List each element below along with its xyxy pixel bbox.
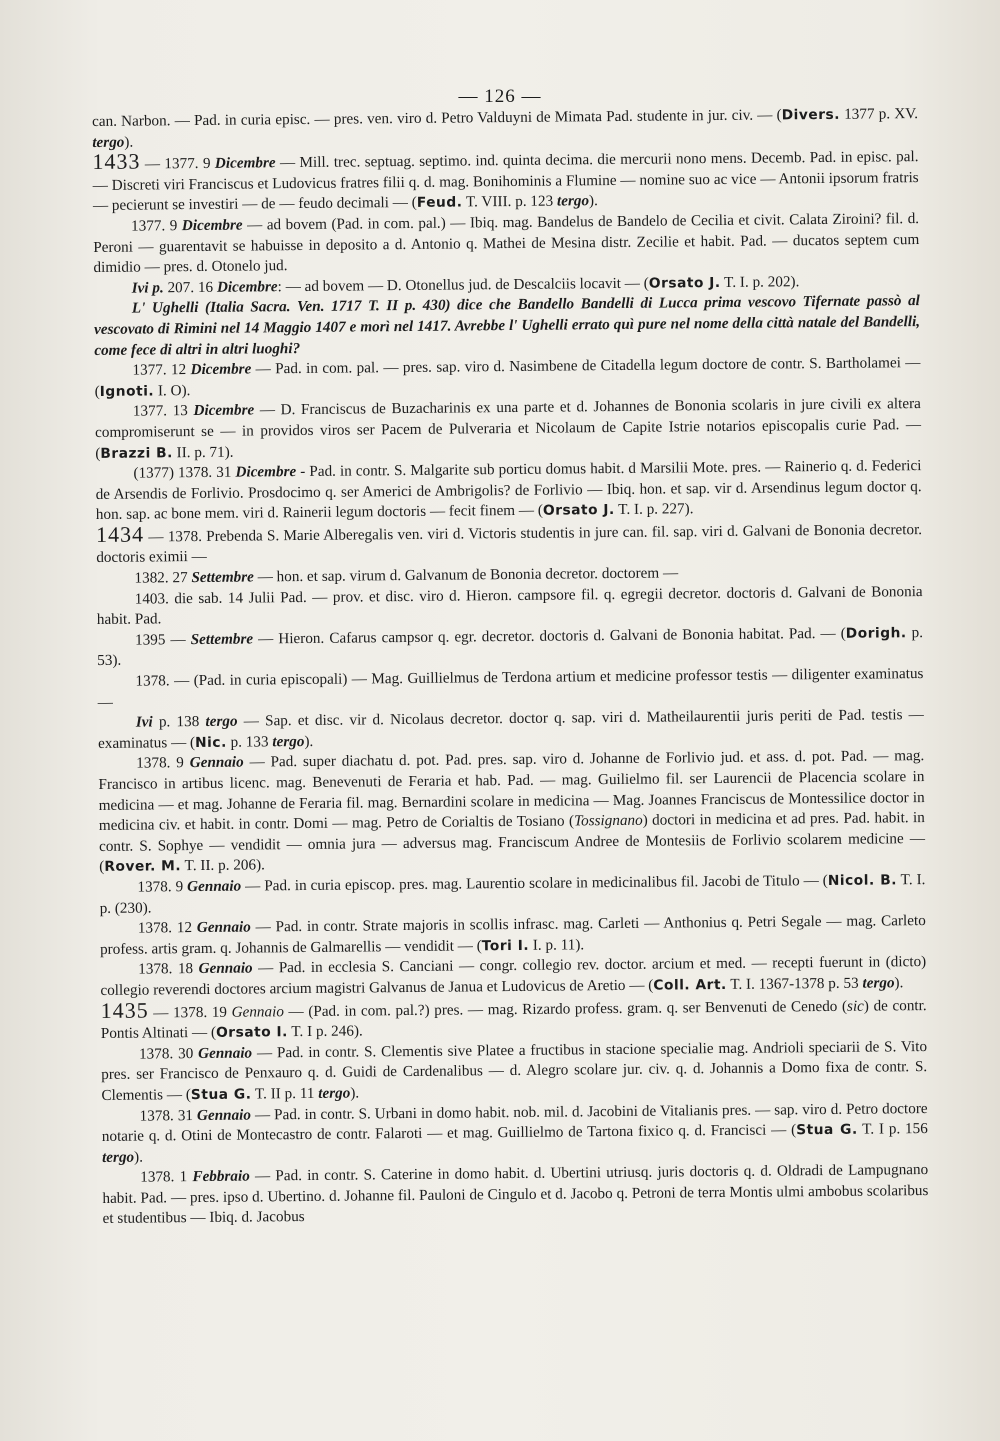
italic-run: tergo bbox=[862, 974, 895, 992]
text-run: I. p. 11). bbox=[528, 936, 585, 954]
text-run: — (Pad. in com. pal.?) pres. — mag. Rizardo profess. gram. q. ser Benvenuti de Cenedo ( bbox=[283, 997, 848, 1020]
text-run: — Pad. in contr. Strate majoris in scollis infrasc. mag. Carleti — Anthonius q. Petri Segale — mag. Carleto profess. artis gram. q. Johannis de Galmarellis — vendidit — ( bbox=[99, 912, 926, 958]
italic-run: tergo bbox=[272, 732, 305, 751]
text-run: — ad bovem (Pad. in com. pal.) — Ibiq. mag. Bandelus de Bandelo de Cecilia et civit. Calata Ziroini? fil. d. Peroni — guarentavit se habuisse in deposito a d. Antonio q. Mathei de Mesina distr. Zecilie et habit. Pad. — ducatos septem cum dimidio — pres. d. Otonelo jud. bbox=[93, 210, 920, 277]
text-run: 1382. 27 bbox=[134, 569, 192, 587]
text-run: 1378. — (Pad. in curia episcopali) — Mag. Guillielmus de Terdona artium et medicine professor testis — diligenter examinatus — bbox=[97, 665, 924, 711]
citation-source: Orsato J. bbox=[542, 502, 615, 519]
paragraph bbox=[94, 291, 921, 361]
entry-number: 1434 bbox=[95, 521, 145, 547]
text-run: ). bbox=[134, 1148, 144, 1166]
paragraph bbox=[101, 1037, 928, 1107]
text-run: 1378. 30 bbox=[138, 1044, 199, 1063]
text-run: 1395 — bbox=[134, 630, 191, 649]
text-run: T. VIII. p. 123 bbox=[462, 192, 558, 211]
italic-run: tergo bbox=[318, 1084, 351, 1102]
paragraph bbox=[102, 1099, 929, 1169]
text-run: 1378. 9 bbox=[137, 878, 188, 896]
citation-source: Coll. Art. bbox=[653, 976, 727, 994]
citation-source: Nicol. B. bbox=[827, 872, 898, 889]
italic-run: Settembre bbox=[191, 568, 254, 587]
text-run: — Pad. in contr. S. Caterine in domo habit. d. Ubertini utriusq. juris doctoris q. d. Oldradi de Lampugnano habit. Pad. — pres. ipso d. Ubertino. d. Johanne fil. Pauloni de Cingulo et d. Jacobo q. Petroni de terra Montis ulmi ambobus scolaribus et studentibus — Ibiq. d. Jacobus bbox=[102, 1161, 929, 1228]
citation-source: Feud. bbox=[416, 194, 463, 212]
text-run: 1378. 1 bbox=[140, 1168, 193, 1186]
text-run: 1403. die sab. 14 Julii Pad. — prov. et disc. viro d. Hieron. campsore fil. q. egregii decretor. doctoris d. Galvani de Bononia habit. Pad. bbox=[96, 582, 923, 629]
text-run: — Pad. in contr. S. Urbani in domo habit. nob. mil. d. Jacobini de Vitalianis pres. — sap. viro d. Petro doctore notarie q. d. Otini de Montecastro de contr. Falaroti — et mag. Guillielmo de Tartona fixico q. d. Francisci — ( bbox=[101, 1099, 928, 1146]
citation-source: Rover. M. bbox=[104, 858, 182, 876]
text-run: — D. Franciscus de Buzacharinis ex una parte et d. Johannes de Bononia scolaris in jure civili ex altera compromiserunt se — in providos viros ser Pacem de Pulveraria et Nicolaum de Capite Istrie notarios episcopalis curie Pad. — ( bbox=[94, 395, 922, 462]
text-run: — Pad. in contr. S. Clementis sive Platee a fructibus in stacione specialie mag. Andrioli speciarii de S. Vito pres. ser Francisco de Penxauro q. d. Guidi de Cardenalibus — d. Alegro scolare jur. civ. q. d. Johannis a Domo fixa de contr. S. Clementis — ( bbox=[101, 1037, 928, 1104]
text-run: — 1377. 9 bbox=[140, 155, 215, 173]
citation-source: Stua G. bbox=[796, 1121, 858, 1139]
italic-run: Gennaio bbox=[196, 1106, 252, 1124]
text-run: — 1378. Prebenda S. Marie Alberegalis ven. viri d. Victoris studentis in jure can. fil. sap. viri d. Galvani de Bononia decretor. doctoris eximii — bbox=[96, 520, 923, 567]
italic-run: Dicembre bbox=[190, 360, 252, 379]
italic-run: Ivi bbox=[135, 713, 153, 731]
text-run: 1378. 18 bbox=[138, 960, 199, 978]
italic-run: sic bbox=[846, 997, 864, 1015]
text-run: — Sap. et disc. vir d. Nicolaus decretor. doctor q. sap. viri d. Matheilaurentii juris periti de Pad. testis — examinatus — ( bbox=[97, 706, 924, 752]
italic-run: L' Ughelli (Italia Sacra. Ven. 1717 T. II p. 430) dice che Bandello Bandelli di Lucca prima vescovo Tifernate passò al vescovato di Rimini nel 14 Maggio 1407 e morì nel 1417. Avrebbe l' Ughelli errato quì pure nel nome della città natale del Bandelli, come fece di altri in altri luoghi? bbox=[94, 292, 921, 359]
text-run: — Pad. super diachatu d. pot. Pad. pres. sap. viro d. Johanne de Forlivio jud. et ass. d. pot. Pad. — mag. Francisco in artibus licenc. mag. Benevenuti de Feraria et hab. Pad. — mag. Guilielmo fil. ser Laurencii de Placencia scolare in medicina — et mag. Johanne de Feraria fil. mag. Bernardini scolare in medicina — Mag. Joannes Franciscus de Montessilice doctor in medicina civ. et habit. in contr. Domi — mag. Petro de Corialtis de Tosiano ( bbox=[98, 747, 925, 835]
paragraph bbox=[95, 394, 922, 464]
italic-run: tergo bbox=[101, 1148, 135, 1166]
italic-run: p. bbox=[152, 279, 164, 297]
citation-source: Nic. bbox=[194, 734, 227, 751]
citation-source: Orsato I. bbox=[215, 1024, 288, 1041]
italic-run: tergo bbox=[556, 192, 590, 210]
text-run: — Pad. in ecclesia S. Canciani — congr. collegio rev. doctor. arcium et med. — recepti fuerunt in (dicto) collegio reverendi doctores arcium magistri Galvanus de Janua et Ludovicus de Aretio — ( bbox=[100, 953, 927, 999]
italic-run: tergo bbox=[205, 712, 238, 731]
text-run: T. I. p. 227). bbox=[614, 500, 694, 519]
italic-run: Ivi bbox=[131, 279, 149, 297]
italic-run: Dicembre bbox=[193, 401, 255, 420]
text-run: T. I p. 246). bbox=[287, 1022, 363, 1041]
text-run: T. I. p. (230). bbox=[99, 871, 926, 917]
paragraph bbox=[102, 1160, 929, 1230]
citation-source: Divers. bbox=[781, 106, 841, 124]
text-run: — Pad. in com. pal. — pres. sap. viro d. Nasimbene de Citadella legum doctore de contr. S. Bartholamei — ( bbox=[94, 354, 921, 400]
italic-run: Gennaio bbox=[196, 918, 251, 937]
text-run: : — ad bovem — D. Otonellus jud. de Descalciis locavit — ( bbox=[277, 274, 649, 295]
italic-run: Dicembre bbox=[214, 154, 276, 173]
text-run: ). bbox=[350, 1084, 360, 1102]
body-text bbox=[92, 104, 929, 1230]
text-run: can. Narbon. — Pad. in curia episc. — pres. ven. viro d. Petro Valduyni de Mimata Pad. studente in jur. civ. — ( bbox=[92, 106, 782, 130]
text-run: II. p. 71). bbox=[172, 443, 234, 461]
paragraph bbox=[98, 746, 925, 877]
italic-run: Gennaio bbox=[198, 959, 253, 978]
text-run: p. 138 bbox=[152, 713, 206, 731]
entry-number: 1433 bbox=[92, 148, 141, 175]
text-run: 1377. 12 bbox=[132, 361, 191, 379]
italic-run: Gennaio bbox=[187, 877, 242, 896]
italic-run: Tossignano bbox=[573, 811, 643, 830]
text-run: (1377) 1378. 31 bbox=[133, 463, 236, 482]
italic-run: Settembre bbox=[190, 630, 254, 648]
italic-run: Dicembre bbox=[181, 216, 243, 235]
text-run: 1377 p. XV. bbox=[839, 105, 919, 123]
text-run: I. O). bbox=[154, 381, 191, 400]
text-run: — Hieron. Cafarus campsor q. egr. decretor. doctoris d. Galvani de Bononia habitat. Pad. — ( bbox=[253, 624, 846, 648]
text-run: 207. 16 bbox=[163, 278, 217, 297]
text-run: — Pad. in curia episcop. pres. mag. Laurentio scolare in medicinalibus fil. Jacobi de Titulo — ( bbox=[241, 871, 828, 895]
citation-source: Brazzi B. bbox=[100, 444, 173, 462]
text-run: — hon. et sap. virum d. Galvanum de Bononia decretor. doctorem — bbox=[253, 564, 679, 586]
page-number: — 126 — bbox=[458, 86, 542, 107]
citation-source: Tori I. bbox=[481, 937, 530, 955]
text-run: 1378. 12 bbox=[137, 919, 197, 937]
paragraph bbox=[95, 456, 922, 526]
text-run: 1377. 9 bbox=[131, 217, 182, 235]
italic-run: Gennaio bbox=[198, 1044, 253, 1062]
text-run: p. 53). bbox=[97, 623, 924, 670]
italic-run: Dicembre bbox=[235, 463, 297, 481]
text-run: — 1378. 19 bbox=[148, 1003, 232, 1022]
citation-source: Ignoti. bbox=[99, 383, 155, 400]
italic-run: Gennaio bbox=[231, 1002, 284, 1021]
paragraph bbox=[100, 952, 926, 1001]
entry-number: 1435 bbox=[100, 997, 149, 1023]
italic-run: Dicembre bbox=[216, 277, 278, 296]
text-run: 1377. 13 bbox=[132, 402, 194, 420]
citation-source: Orsato J. bbox=[648, 274, 721, 292]
text-run: 1378. 31 bbox=[139, 1106, 198, 1125]
text-run: ). bbox=[894, 974, 904, 992]
paragraph bbox=[93, 209, 920, 279]
citation-source: Dorigh. bbox=[845, 625, 907, 642]
text-run: — Mill. trec. septuag. septimo. ind. quinta decima. die mercurii nono mens. Decemb. Pad. in episc. pal. — Discreti viri Franciscus et Ludovicus fratres filii q. d. mag. Bonihominis a Flumine — nomine suo ac vice — Antonii ipsorum fratris — pecierunt se investiri — de — feudo decimali — ( bbox=[92, 148, 919, 215]
italic-run: Gennaio bbox=[189, 753, 244, 772]
text-run: ) de contr. Pontis Altinati — ( bbox=[100, 996, 927, 1043]
text-run: T. I p. 156 bbox=[857, 1120, 928, 1138]
text-run: ) doctori in medicina et ad pres. Pad. habit. in contr. S. Sophye — vendidit — omnia jura — adversus mag. Franciscum Andree de Montesiis de Forlivio scolarem medicine — ( bbox=[98, 809, 926, 876]
text-run: - Pad. in contr. S. Malgarite sub porticu domus habit. d Marsilii Mote. pres. — Rainerio q. d. Federici de Arsendis de Forlivio. Prosdocimo q. ser Americi de Ambrigolis? de Forlivio — Ibiq. hon. et sap. vir d. Arsendinus legum doctor q. hon. sap. ac bone mem. viri d. Rainerii legum doctoris — fecit finem — ( bbox=[95, 457, 922, 524]
text-run: p. 133 bbox=[226, 733, 273, 751]
italic-run: tergo bbox=[92, 133, 125, 151]
text-run: ). bbox=[588, 192, 598, 210]
text-run: T. II p. 11 bbox=[251, 1084, 319, 1103]
citation-source: Stua G. bbox=[190, 1086, 252, 1104]
text-run: T. I. p. 202). bbox=[720, 272, 800, 291]
paragraph bbox=[92, 145, 919, 217]
text-run: ). bbox=[124, 133, 134, 151]
text-run: T. II. p. 206). bbox=[181, 856, 266, 875]
italic-run: Febbraio bbox=[192, 1167, 250, 1186]
text-run: 1378. 9 bbox=[136, 754, 190, 773]
text-run: ). bbox=[304, 732, 314, 750]
text-run: T. I. 1367-1378 p. 53 bbox=[726, 974, 863, 993]
